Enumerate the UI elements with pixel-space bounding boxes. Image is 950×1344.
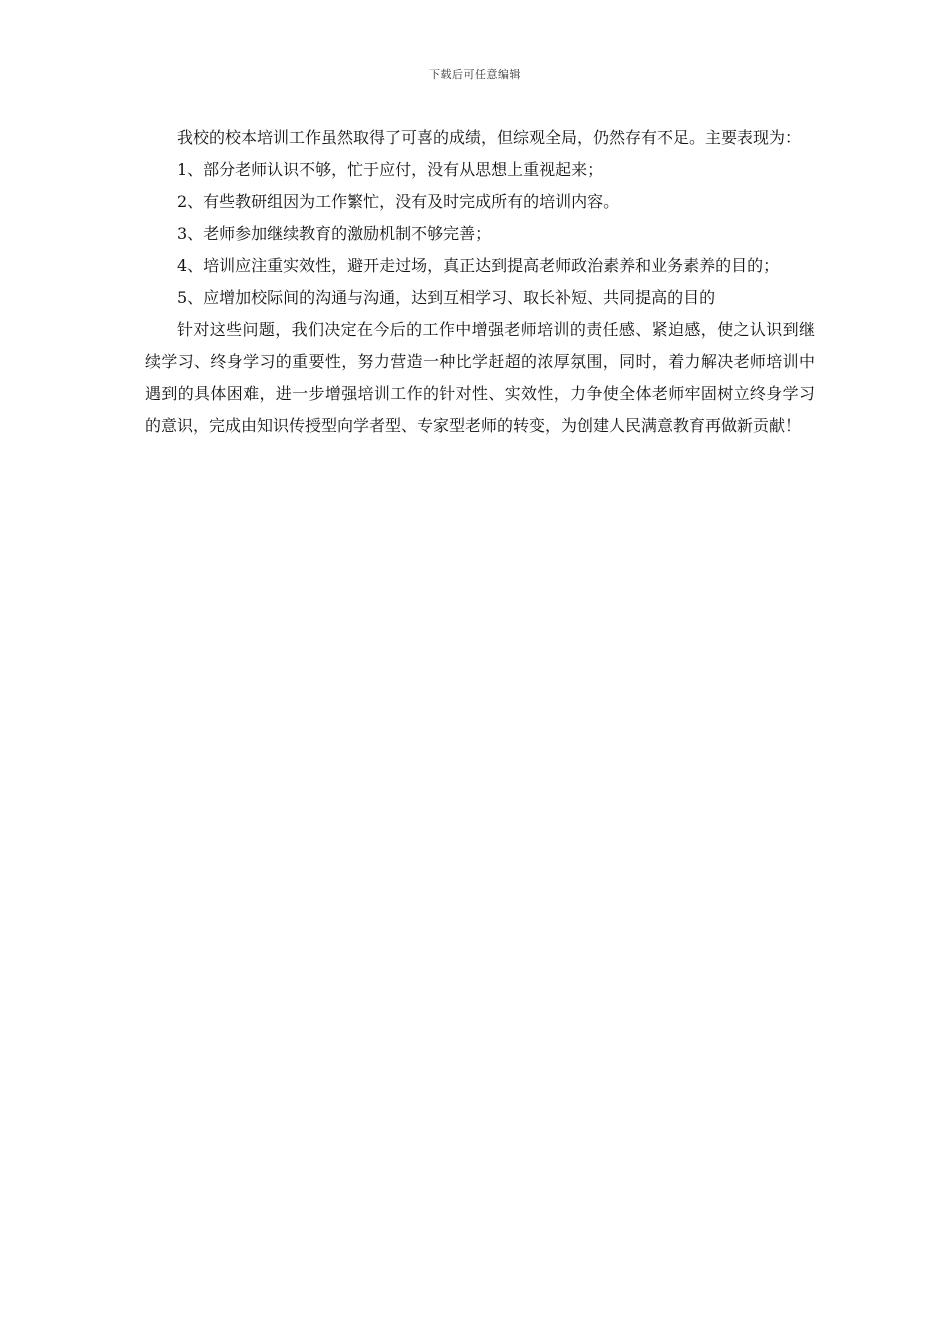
paragraph-item-1: 1、部分老师认识不够，忙于应付，没有从思想上重视起来； [177, 160, 604, 179]
paragraph-item-5: 5、应增加校际间的沟通与沟通，达到互相学习、取长补短、共同提高的目的 [177, 288, 716, 307]
paragraph-conclusion: 针对这些问题，我们决定在今后的工作中增强老师培训的责任感、紧迫感，使之认识到继续学习、终身学习的重要性，努力营造一种比学赶超的浓厚氛围，同时，着力解决老师培训中遇到的具体困难，进一步增强培训工作的针对性、实效性，力争使全体老师牢固树立终身学习的意识，完成由知识传授型向学者型、专家型老师的转变，为创建人民满意教育再做新贡献！ [145, 320, 815, 435]
paragraph-item-4: 4、培训应注重实效性，避开走过场，真正达到提高老师政治素养和业务素养的目的； [177, 256, 780, 275]
page-header: 下载后可任意编辑 [429, 68, 521, 81]
document-body [145, 122, 815, 442]
paragraph-item-3: 3、老师参加继续教育的激励机制不够完善； [177, 224, 492, 243]
paragraph-intro: 我校的校本培训工作虽然取得了可喜的成绩，但综观全局，仍然存有不足。主要表现为： [177, 128, 802, 147]
paragraph-item-2: 2、有些教研组因为工作繁忙，没有及时完成所有的培训内容。 [177, 192, 620, 211]
